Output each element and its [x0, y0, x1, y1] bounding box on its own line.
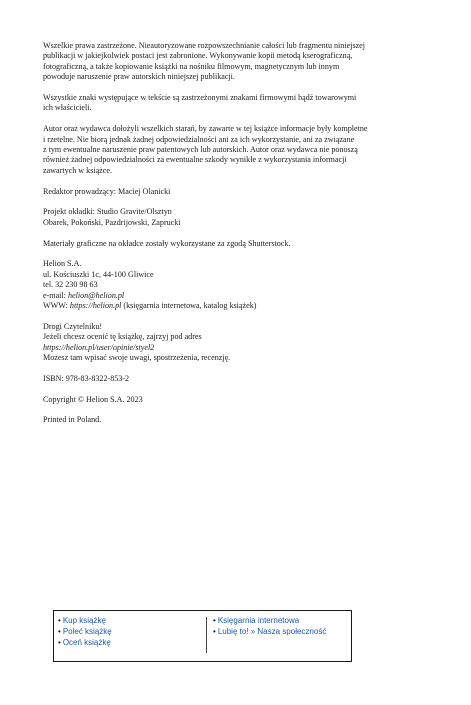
bullet-icon: •: [58, 638, 61, 647]
bullet-icon: •: [58, 616, 61, 625]
cover-materials-paragraph: [43, 239, 433, 249]
rights-line: publikacji w jakiejkolwiek postaci jest zabronione. Wykonywanie kopii metodą kserograficzną,: [43, 51, 353, 61]
rate-book-link[interactable]: [58, 637, 198, 648]
reader-line: Możesz tam wpisać swoje uwagi, spostrzeżenia, recenzję.: [43, 353, 231, 363]
printed-paragraph: [43, 415, 433, 425]
www-suffix: (księgarnia internetowa, katalog książek): [121, 301, 257, 311]
liability-paragraph: [43, 124, 433, 176]
cover-materials-text: Materiały graficzne na okładce zostały wykorzystane za zgodą Shutterstock.: [43, 238, 291, 248]
editor-text: Redaktor prowadzący: Maciej Olanicki: [43, 186, 171, 196]
community-label: Lubię to! » Nasza społeczność: [217, 627, 327, 636]
liability-line: również żadnej odpowiedzialności za ewentualne szkody wynikłe z wykorzystania informacji: [43, 155, 347, 165]
review-url: https://helion.pl/user/opinie/styel2: [43, 342, 155, 352]
online-bookstore-link[interactable]: [213, 615, 347, 626]
online-bookstore-label: Księgarnia internetowa: [217, 616, 300, 625]
publisher-email: helion@helion.pl: [67, 290, 125, 300]
cover-design-line: Projekt okładki: Studio Gravite/Olsztyn: [43, 207, 172, 217]
copyright-notice: Copyright © Helion S.A. 2023: [43, 394, 143, 404]
liability-line: i rzetelne. Nie biorą jednak żadnej odpowiedzialności ani za ich wykorzystanie, ani za związane: [43, 134, 355, 144]
recommend-book-link[interactable]: [58, 626, 198, 637]
reader-line: Jeżeli chcesz ocenić tę książkę, zajrzyj pod adres: [43, 332, 202, 342]
trademarks-paragraph: [43, 93, 433, 114]
rights-paragraph: [43, 41, 433, 83]
buy-book-label: Kup książkę: [62, 616, 106, 625]
buy-book-link[interactable]: [58, 615, 198, 626]
liability-line: zawartych w książce.: [43, 165, 112, 175]
isbn: ISBN: 978-83-8322-853-2: [43, 373, 130, 383]
cover-design-paragraph: [43, 207, 433, 228]
bullet-icon: •: [213, 627, 216, 636]
community-link[interactable]: [213, 626, 347, 637]
links-column-left: [58, 615, 198, 648]
publisher-name: Helion S.A.: [43, 259, 82, 269]
email-label: e-mail:: [43, 290, 68, 300]
copyright-page: [43, 41, 433, 436]
publisher-www-line: [43, 301, 433, 311]
publisher-phone: tel. 32 230 98 63: [43, 280, 98, 290]
publisher-address: ul. Kościuszki 1c, 44-100 Gliwice: [43, 269, 154, 279]
isbn-paragraph: [43, 374, 433, 384]
publisher-www: https://helion.pl: [69, 301, 122, 311]
reader-note: [43, 322, 433, 364]
links-box: [53, 610, 352, 662]
rights-line: fotograficzną, a także kopiowanie książki na nośniku filmowym, magnetycznym lub innym: [43, 61, 340, 71]
liability-line: Autor oraz wydawca dołożyli wszelkich starań, by zawarte w tej książce informacje były kompletne: [43, 124, 368, 134]
cover-design-line: Obarek, Pokoński, Pazdrijowski, Zaprucki: [43, 217, 181, 227]
rights-line: powoduje naruszenie praw autorskich niniejszej publikacji.: [43, 72, 235, 82]
bullet-icon: •: [58, 627, 61, 636]
liability-line: z tym ewentualne naruszenie praw patentowych lub autorskich. Autor oraz wydawca nie ponoszą: [43, 145, 358, 155]
bullet-icon: •: [213, 616, 216, 625]
printed-in: Printed in Poland.: [43, 415, 102, 425]
www-label: WWW:: [43, 301, 70, 311]
trademarks-line: Wszystkie znaki występujące w tekście są zastrzeżonymi znakami firmowymi bądź towarowymi: [43, 93, 357, 103]
rights-line: Wszelkie prawa zastrzeżone. Nieautoryzowane rozpowszechnianie całości lub fragmentu niniejszej: [43, 41, 366, 50]
publisher-email-line: [43, 291, 433, 301]
trademarks-line: ich właścicieli.: [43, 103, 92, 113]
copyright-paragraph: [43, 395, 433, 405]
reader-greeting: Drogi Czytelniku!: [43, 321, 103, 331]
publisher-block: [43, 259, 433, 311]
recommend-book-label: Poleć książkę: [62, 627, 112, 636]
editor-line: [43, 187, 433, 197]
footer-divider: [206, 617, 207, 653]
rate-book-label: Oceń książkę: [62, 638, 111, 647]
links-column-right: [213, 615, 347, 637]
